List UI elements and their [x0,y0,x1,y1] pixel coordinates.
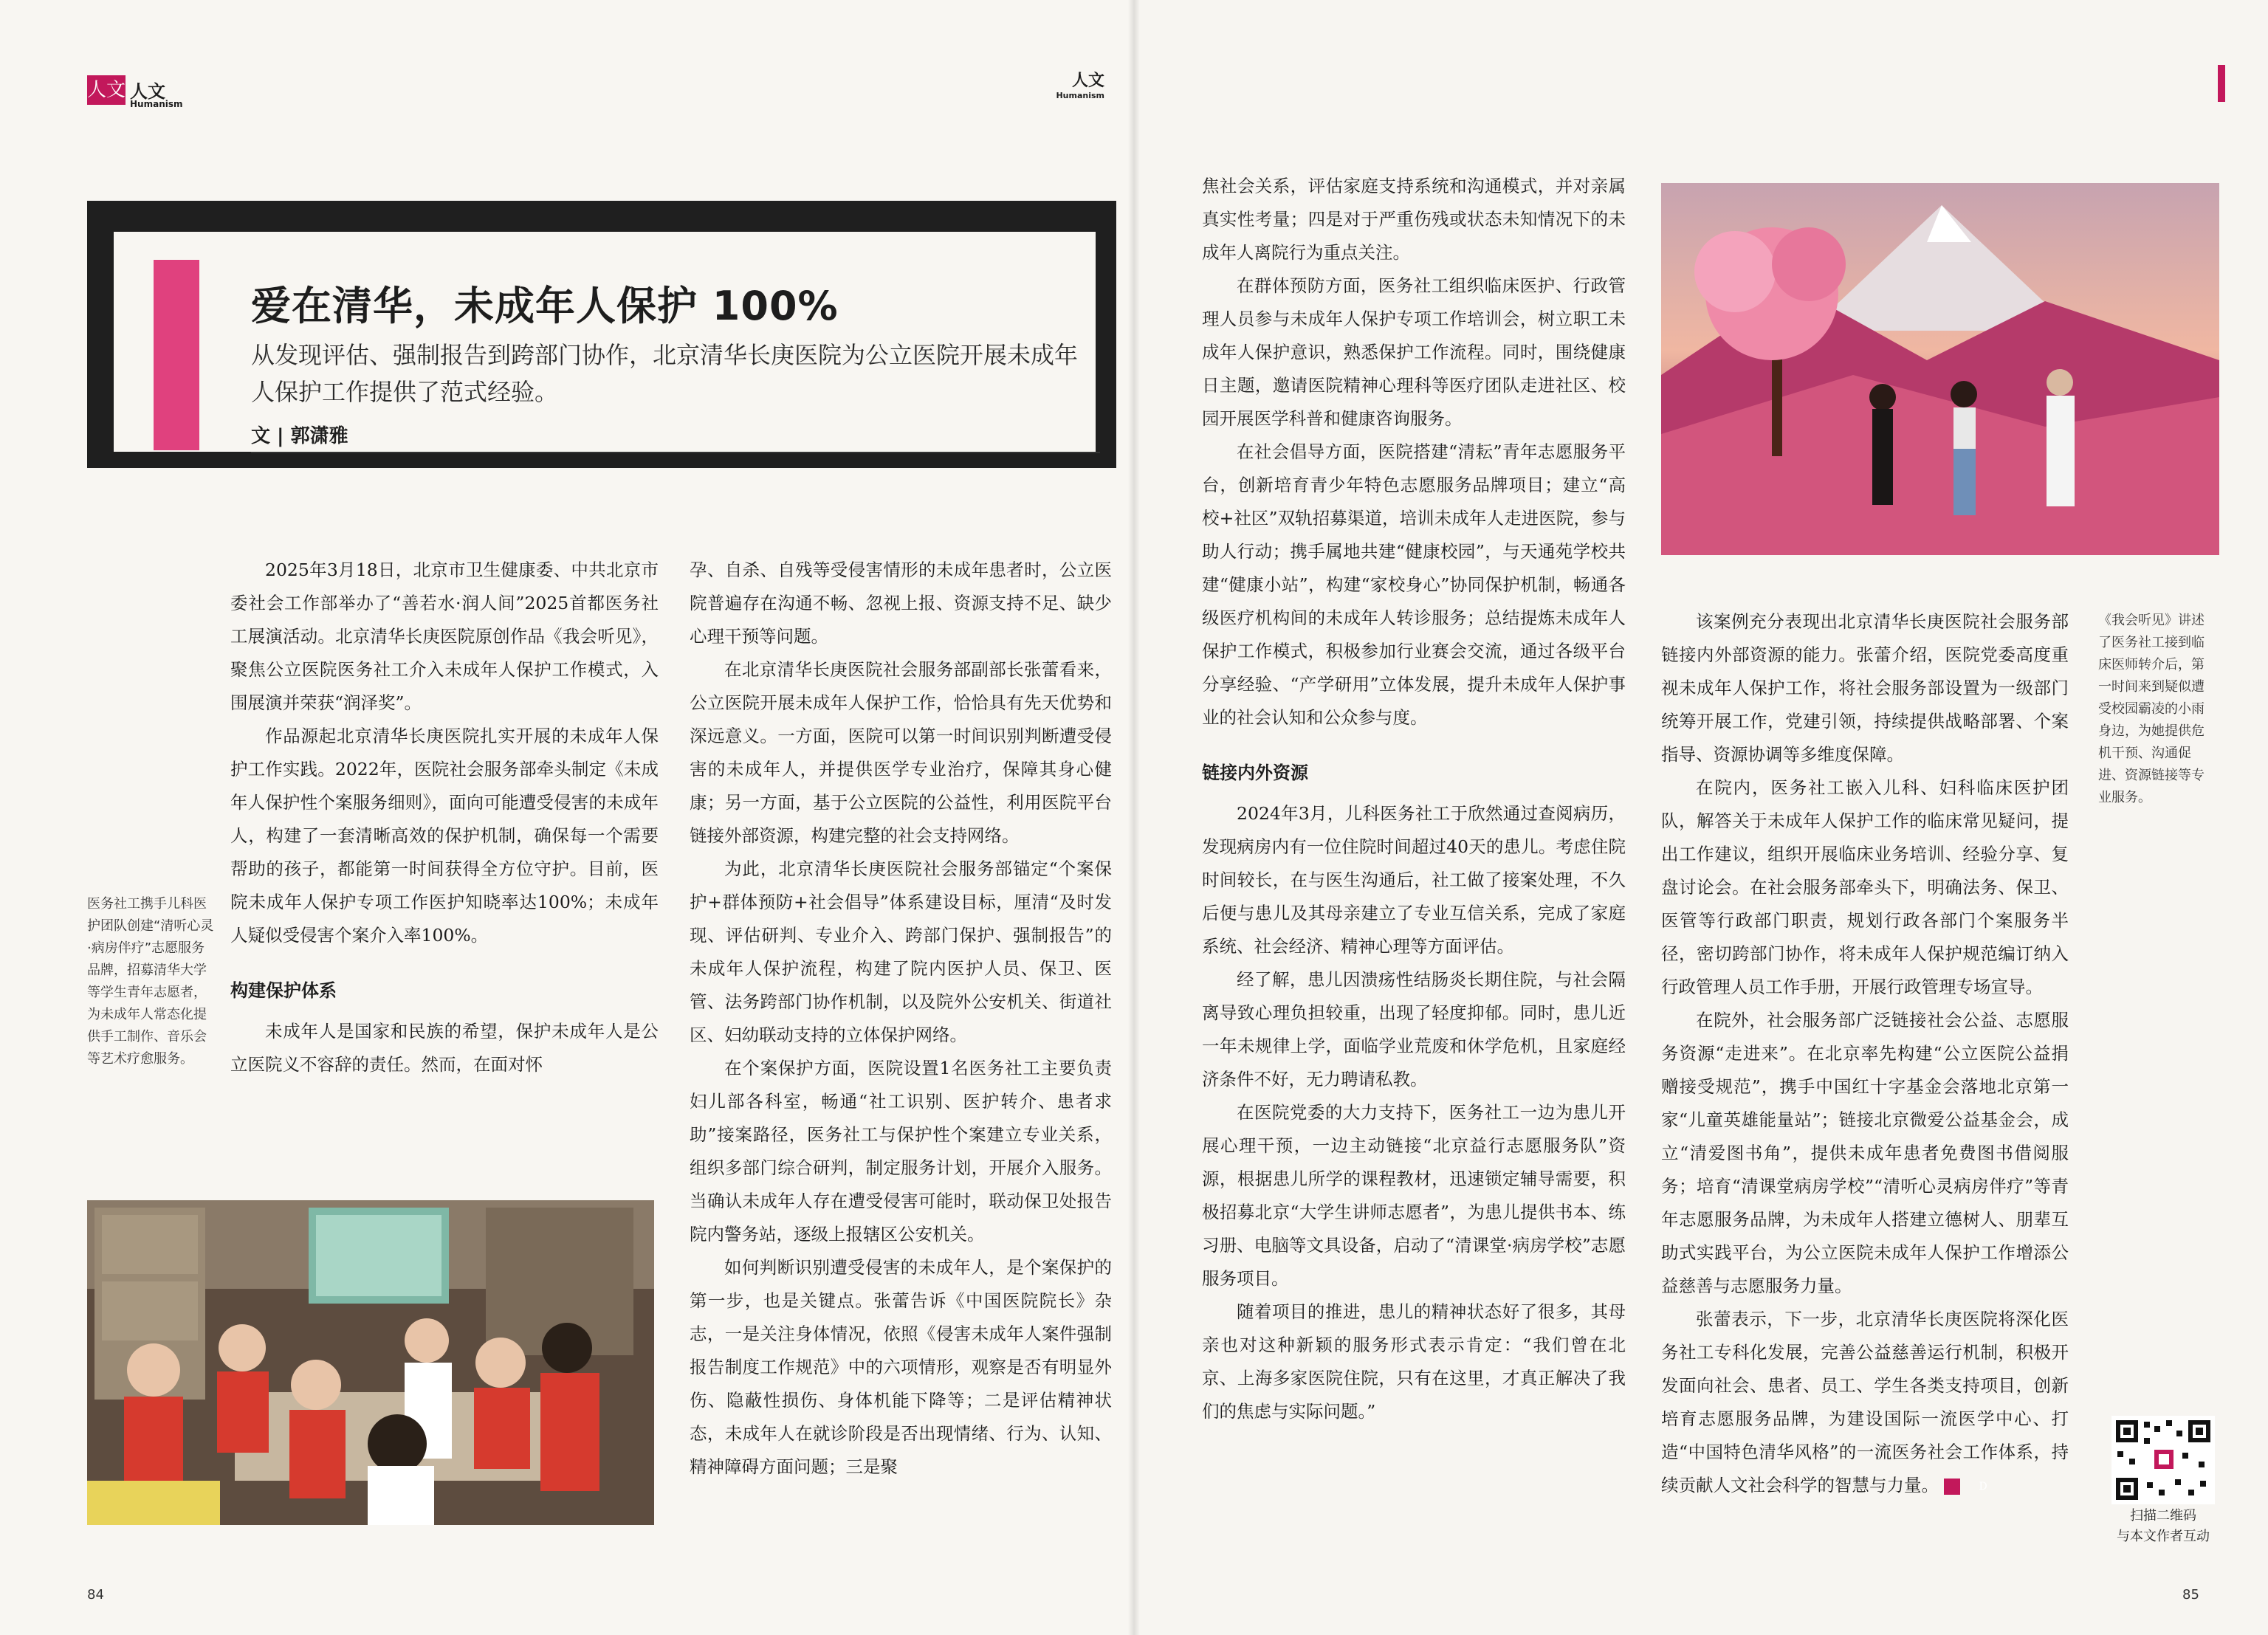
paragraph: 为此，北京清华长庚医院社会服务部锚定“个案保护+群体预防+社会倡导”体系建设目标，厘清“及时发现、评估研判、专业介入、跨部门保护、强制报告”的未成年人保护流程，构建了院内医护人员、保卫、医管、法务跨部门协作机制，以及院外公安机关、街道社区、妇幼联动支持的立体保护网络。 [690,858,1112,1045]
photo-caption-right: 《我会听见》讲述了医务社工接到临床医师转介后，第一时间来到疑似遭受校园霸凌的小雨身边，为她提供危机干预、沟通促进、资源链接等专业服务。 [2098,613,2205,805]
qr-caption-line-1: 扫描二维码 [2130,1508,2196,1524]
qr-caption [2097,1506,2230,1547]
qr-code-icon[interactable] [2111,1416,2215,1504]
paragraph: 作品源起北京清华长庚医院扎实开展的未成年人保护工作实践。2022年，医院社会服务部牵头制定《未成年人保护性个案服务细则》，面向可能遭受侵害的未成年人，构建了一套清晰高效的保护机制，确保每一个需要帮助的孩子，都能第一时间获得全方位守护。目前，医院未成年人保护专项工作医护知晓率达100%；未成年人疑似受侵害个案介入率100%。 [230,726,659,946]
paragraph: 未成年人是国家和民族的希望，保护未成年人是公立医院义不容辞的责任。然而，在面对怀 [230,1021,659,1075]
paragraph: 该案例充分表现出北京清华长庚医院社会服务部链接内外部资源的能力。张蕾介绍，医院党委高度重视未成年人保护工作，将社会服务部设置为一级部门统筹开展工作，党建引领，持续提供战略部署、个案指导、资源协调等多维度保障。 [1661,611,2069,765]
spine-shadow [1128,0,1140,1635]
byline-rule [251,452,1100,453]
photo-caption-left: 医务社工携手儿科医护团队创建“清听心灵·病房伴疗”志愿服务品牌，招募清华大学等学生青年志愿者，为未成年人常态化提供手工制作、音乐会等艺术疗愈服务。 [87,896,214,1067]
section-header-right [1045,68,1104,100]
qr-caption-line-2: 与本文作者互动 [2117,1529,2210,1544]
section-heading: 链接内外资源 [1202,763,1308,783]
paragraph: 焦社会关系，评估家庭支持系统和沟通模式，并对亲属真实性考量；四是对于严重伤残或状态未知情况下的未成年人离院行为重点关注。 [1202,176,1626,263]
stage-scene-illustration [1661,183,2219,555]
children-activity-illustration [87,1200,654,1525]
section-label-en: Humanism [130,99,183,109]
paragraph: 在医院党委的大力支持下，医务社工一边为患儿开展心理干预，一边主动链接“北京益行志愿服务队”资源，根据患儿所学的课程教材，迅速锁定辅导需要，积极招募北京“大学生讲师志愿者”，为患儿提供书本、练习册、电脑等文具设备，启动了“清课堂·病房学校”志愿服务项目。 [1202,1102,1626,1289]
paragraph: 在院外，社会服务部广泛链接社会公益、志愿服务资源“走进来”。在北京率先构建“公立医院公益捐赠接受规范”，携手中国红十字基金会落地北京第一家“儿童英雄能量站”；链接北京微爱公益基金会，成立“清爱图书角”，提供未成年患者免费图书借阅服务；培育“清课堂病房学校”“清听心灵病房伴疗”等青年志愿服务品牌，为未成年人搭建立德树人、朋辈互助式实践平台，为公立医院未成年人保护工作增添公益慈善与志愿服务力量。 [1661,1010,2069,1296]
paragraph-text: 张蕾表示，下一步，北京清华长庚医院将深化医务社工专科化发展，完善公益慈善运行机制，积极开发面向社会、患者、员工、学生各类支持项目，创新培育志愿服务品牌，为建设国际一流医学中心、打造“中国特色清华风格”的一流医务社会工作体系，持续贡献人文社会科学的智慧与力量。 [1661,1309,2069,1495]
title-frame [87,201,1116,468]
title-accent-block [154,260,199,450]
paragraph [1661,1303,2069,1502]
section-label-cn: 人文 [130,81,165,102]
paragraph: 经了解，患儿因溃疡性结肠炎长期住院，与社会隔离导致心理负担较重，出现了轻度抑郁。同时，患儿近一年未规律上学，面临学业荒废和休学危机，且家庭经济条件不好，无力聘请私教。 [1202,969,1626,1090]
photo-stage-performance [1661,183,2219,555]
section-label-en-right: Humanism [1056,91,1104,100]
section-logo-box: 人文 [87,75,126,105]
section-accent-bar [2218,65,2225,102]
article-subtitle: 从发现评估、强制报告到跨部门协作，北京清华长庚医院为公立医院开展未成年人保护工作提供了范式经验。 [251,341,1079,406]
paragraph: 2025年3月18日，北京市卫生健康委、中共北京市委社会工作部举办了“善若水·润人间”2025首都医务社工展演活动。北京清华长庚医院原创作品《我会听见》，聚焦公立医院医务社工介入未成年人保护工作模式，入围展演并荣获“润泽奖”。 [230,560,659,713]
article-byline: 文 | 郭潇雅 [251,425,348,447]
paragraph: 在群体预防方面，医务社工组织临床医护、行政管理人员参与未成年人保护专项工作培训会，树立职工未成年人保护意识，熟悉保护工作流程。同时，围绕健康日主题，邀请医院精神心理科等医疗团队走进社区、校园开展医学科普和健康咨询服务。 [1202,275,1626,429]
end-mark: D [1944,1479,1960,1495]
paragraph: 随着项目的推进，患儿的精神状态好了很多，其母亲也对这种新颖的服务形式表示肯定：“我们曾在北京、上海多家医院住院，只有在这里，才真正解决了我们的焦虑与实际问题。” [1202,1301,1626,1422]
text-column-1 [230,554,659,1081]
text-column-2 [690,554,1112,1484]
paragraph: 在院内，医务社工嵌入儿科、妇科临床医护团队，解答关于未成年人保护工作的临床常见疑问，提出工作建议，组织开展临床业务培训、经验分享、复盘讨论会。在社会服务部牵头下，明确法务、保卫、医管等行政部门职责，规划行政各部门个案服务半径，密切跨部门协作，将未成年人保护规范编订纳入行政管理人员工作手册，开展行政管理专场宣导。 [1661,777,2069,997]
paragraph: 在个案保护方面，医院设置1名医务社工主要负责妇儿部各科室，畅通“社工识别、医护转介、患者求助”接案路径，医务社工与保护性个案建立专业关系，组织多部门综合研判，制定服务计划，开展介入服务。当确认未成年人存在遭受侵害可能时，联动保卫处报告院内警务站，逐级上报辖区公安机关。 [690,1058,1112,1245]
paragraph: 如何判断识别遭受侵害的未成年人，是个案保护的第一步，也是关键点。张蕾告诉《中国医院院长》杂志，一是关注身体情况，依照《侵害未成年人案件强制报告制度工作规范》中的六项情形，观察是否有明显外伤、隐蔽性损伤、身体机能下降等；二是评估精神状态，未成年人在就诊阶段是否出现情绪、行为、认知、精神障碍方面问题；三是聚 [690,1257,1112,1477]
paragraph: 在北京清华长庚医院社会服务部副部长张蕾看来，公立医院开展未成年人保护工作，恰恰具有先天优势和深远意义。一方面，医院可以第一时间识别判断遭受侵害的未成年人，并提供医学专业治疗，保障其身心健康；另一方面，基于公立医院的公益性，利用医院平台链接外部资源，构建完整的社会支持网络。 [690,659,1112,846]
page-number-right: 85 [2182,1587,2199,1603]
paragraph: 孕、自杀、自残等受侵害情形的未成年患者时，公立医院普遍存在沟通不畅、忽视上报、资源支持不足、缺少心理干预等问题。 [690,560,1112,647]
section-heading: 构建保护体系 [230,980,337,1001]
article-title: 爱在清华，未成年人保护 100% [251,283,839,329]
section-label-cn-right: 人文 [1071,72,1104,90]
text-column-4 [1661,605,2069,1502]
paragraph: 在社会倡导方面，医院搭建“清耘”青年志愿服务平台，创新培育青少年特色志愿服务品牌项目；建立“高校+社区”双轨招募渠道，培训未成年人走进医院，参与助人行动；携手属地共建“健康校园”，与天通苑学校共建“健康小站”，构建“家校身心”协同保护机制，畅通各级医疗机构间的未成年人转诊服务；总结提炼未成年人保护工作模式，积极参加行业赛会交流，通过各级平台分享经验、“产学研用”立体发展，提升未成年人保护事业的社会认知和公众参与度。 [1202,441,1626,728]
text-column-3 [1202,170,1626,1428]
photo-children-activity [87,1200,654,1525]
page-number-left: 84 [87,1587,104,1603]
paragraph: 2024年3月，儿科医务社工于欣然通过查阅病历，发现病房内有一位住院时间超过40天的患儿。考虑住院时间较长，在与医生沟通后，社工做了接案处理，不久后便与患儿及其母亲建立了专业互信关系，完成了家庭系统、社会经济、精神心理等方面评估。 [1202,803,1626,957]
